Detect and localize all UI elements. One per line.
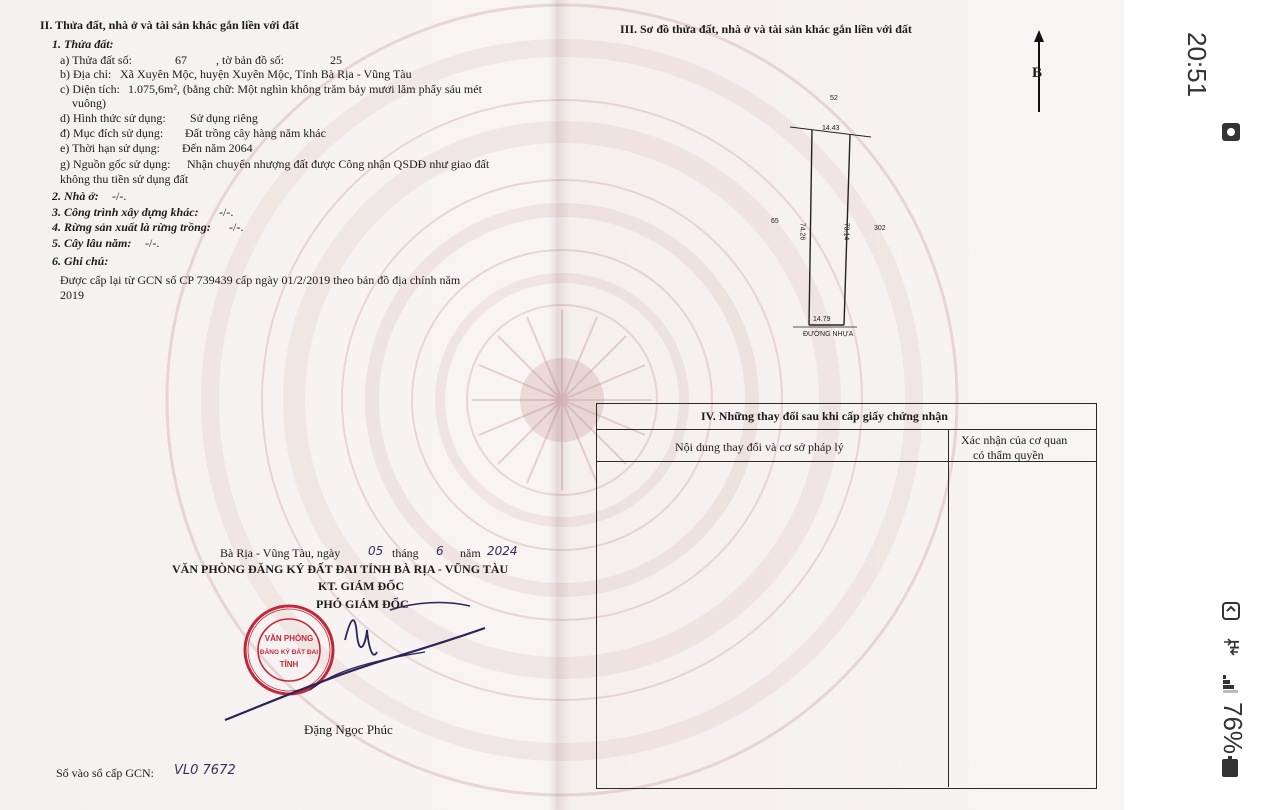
changes-table-header (597, 404, 1096, 430)
section-ii-title: II. Thửa đất, nhà ở và tài sản khác gắn liền với đất (40, 18, 300, 32)
map-sheet-value: 25 (330, 53, 342, 67)
usage-term-value: Đến năm 2064 (182, 141, 253, 155)
usage-purpose-value: Đất trồng cây hàng năm khác (185, 126, 326, 140)
column-authority-line1: Xác nhận của cơ quan (961, 433, 1068, 447)
signer-kt-title: KT. GIÁM ĐỐC (318, 579, 405, 593)
left-neighbor-label: 65 (771, 218, 779, 225)
origin-value-line1: Nhận chuyển nhượng đất được Công nhận QSDĐ như giao đất (187, 157, 490, 171)
parcel-number-value: 67 (175, 53, 187, 67)
stamp-inner-line3: TỈNH (279, 660, 299, 669)
changes-table-title: IV. Những thay đổi sau khi cấp giấy chứng nhận (701, 409, 948, 423)
stamp-inner-line2: ĐĂNG KÝ ĐẤT ĐAI (259, 649, 319, 656)
issue-month: 6 (436, 544, 444, 558)
registry-label: Số vào sổ cấp GCN: (56, 766, 154, 780)
battery-icon (1220, 756, 1242, 780)
area-value-line2: vuông) (72, 96, 106, 110)
north-label: B (1032, 65, 1043, 81)
forest-value: -/-. (229, 220, 244, 234)
column-change-content: Nội dung thay đổi và cơ sở pháp lý (675, 440, 844, 454)
left-edge-length: 74.26 (798, 222, 806, 241)
top-edge-length: 14.43 (822, 125, 840, 132)
parcel-heading: 1. Thửa đất: (52, 37, 114, 51)
parcel-number-label: a) Thửa đất số: (60, 53, 132, 67)
signal-icon (1220, 672, 1242, 694)
construction-value: -/-. (219, 205, 234, 219)
usage-form-value: Sử dụng riêng (190, 111, 258, 125)
usage-form-label: d) Hình thức sử dụng: (60, 111, 166, 125)
area-value-line1: 1.075,6m², (bằng chữ: Một nghìn không trăm bảy mươi lăm phẩy sáu mét (128, 82, 482, 96)
screen-rotate-icon (1220, 600, 1242, 622)
notes-heading: 6. Ghi chú: (52, 254, 109, 268)
house-heading: 2. Nhà ở: (52, 189, 99, 203)
notes-line2: 2019 (60, 288, 84, 302)
clock-time: 20:51 (1182, 32, 1212, 98)
origin-label: g) Nguồn gốc sử dụng: (60, 157, 171, 171)
issue-day: 05 (368, 544, 384, 558)
column-divider (948, 430, 949, 787)
handwritten-signature (215, 580, 495, 730)
usage-term-label: e) Thời hạn sử dụng: (60, 141, 160, 155)
phone-status-bar (1124, 0, 1280, 810)
issue-year: 2024 (487, 544, 518, 558)
issue-date-prefix: Bà Rịa - Vũng Tàu, ngày (220, 546, 341, 560)
network-type: H (1227, 640, 1242, 650)
bottom-edge-length: 14.79 (813, 316, 831, 323)
column-authority-line2: có thẩm quyền (973, 448, 1044, 462)
origin-value-line2: không thu tiền sử dụng đất (60, 172, 189, 186)
signer-name: Đặng Ngọc Phúc (304, 722, 393, 737)
address-value: Xã Xuyên Mộc, huyện Xuyên Mộc, Tỉnh Bà Rịa - Vũng Tàu (120, 67, 412, 81)
issue-year-label: năm (460, 546, 481, 560)
changes-table (596, 403, 1097, 789)
forest-heading: 4. Rừng sản xuất là rừng trồng: (52, 220, 211, 234)
top-neighbor-label: 52 (830, 95, 838, 102)
notes-line1: Được cấp lại từ GCN số CP 739439 cấp ngày 01/2/2019 theo bản đồ địa chính năm (60, 273, 461, 287)
issue-month-label: tháng (392, 546, 419, 560)
perennial-heading: 5. Cây lâu năm: (52, 236, 132, 250)
stamp-inner-line1: VĂN PHÒNG (264, 634, 314, 643)
signer-deputy-title: PHÓ GIÁM ĐỐC (316, 597, 409, 611)
battery-percent: 76% (1218, 702, 1248, 755)
right-edge-length: 73.14 (842, 222, 850, 241)
registry-value: VL0 7672 (174, 763, 236, 778)
usage-purpose-label: đ) Mục đích sử dụng: (60, 126, 164, 140)
road-label: ĐƯỜNG NHỰA (803, 331, 854, 338)
address-label: b) Địa chỉ: (60, 67, 112, 81)
construction-heading: 3. Công trình xây dựng khác: (52, 205, 199, 219)
section-iii-title: III. Sơ đồ thửa đất, nhà ở và tài sản khác gắn liền với đất (620, 22, 912, 36)
perennial-value: -/-. (145, 236, 160, 250)
map-sheet-label: , tờ bản đồ số: (216, 53, 285, 67)
area-label: c) Diện tích: (60, 82, 120, 96)
house-value: -/-. (112, 189, 127, 203)
notification-icon (1220, 121, 1242, 143)
issuing-office: VĂN PHÒNG ĐĂNG KÝ ĐẤT ĐAI TỈNH BÀ RỊA - VŨNG TÀU (172, 562, 509, 576)
changes-table-columns (597, 430, 1096, 462)
right-neighbor-label: 302 (874, 225, 886, 232)
page-fold (548, 0, 570, 810)
